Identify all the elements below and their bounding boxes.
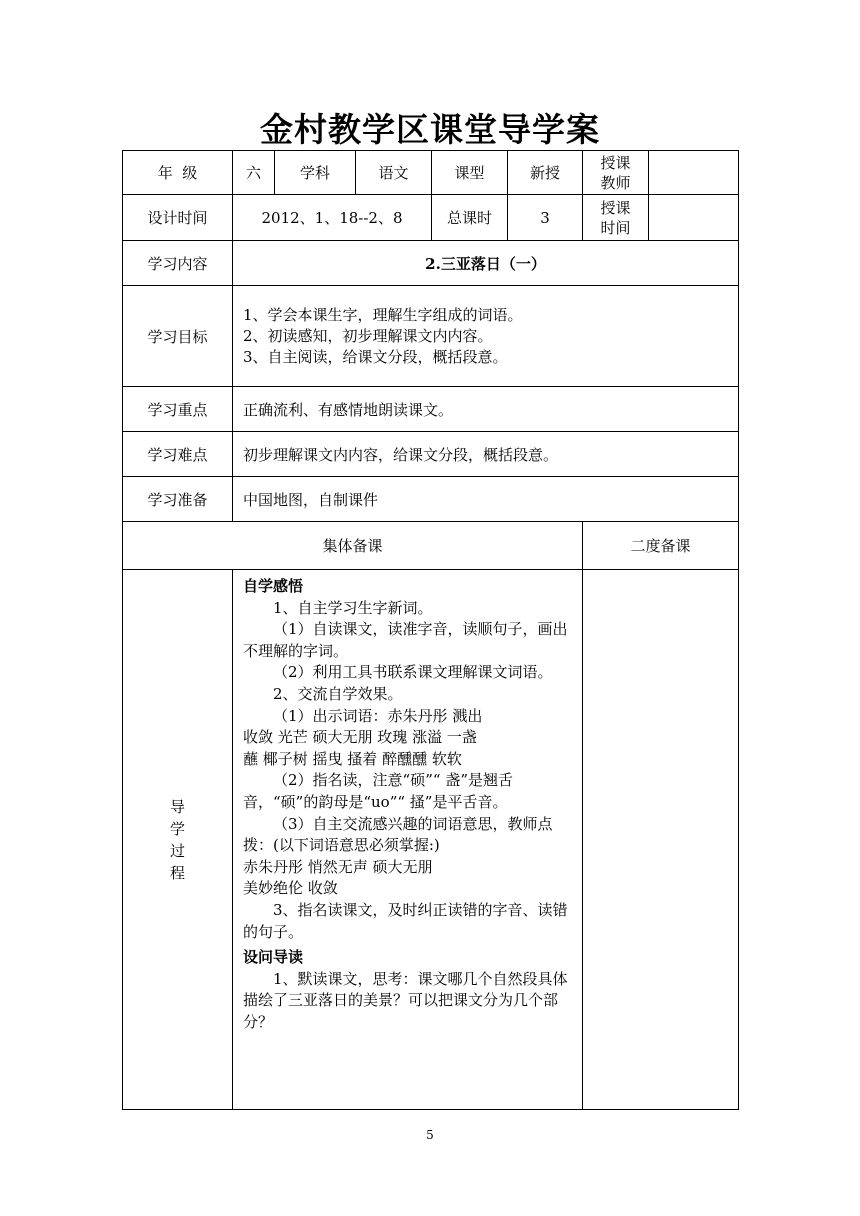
second-prep-content	[583, 570, 739, 1110]
objectives-row	[123, 286, 739, 387]
design-time-value: 2012、1、18--2、8	[233, 195, 432, 241]
paragraph: 美妙绝伦 收敛	[243, 879, 338, 898]
preparation-value: 中国地图，自制课件	[233, 477, 739, 522]
class-time-label: 授课 时间	[583, 195, 649, 241]
self-study-section	[243, 598, 574, 944]
collective-prep-header: 集体备课	[123, 522, 583, 570]
section-heading: 设问导读	[243, 948, 304, 967]
preparation-row	[123, 477, 739, 522]
guided-reading-section	[243, 969, 574, 1034]
paragraph: 蘸 椰子树 摇曳 搔着 醉醺醺 软软	[243, 749, 462, 768]
paragraph: （2）利用工具书联系课文理解课文词语。	[273, 663, 553, 682]
objectives-label: 学习目标	[123, 286, 233, 387]
page-title: 金村教学区课堂导学案	[260, 110, 600, 149]
paragraph: （1）出示词语：赤朱丹彤 溅出	[273, 706, 483, 725]
difficulties-value: 初步理解课文内内容，给课文分段，概括段意。	[233, 432, 739, 477]
objective-item: 3、自主阅读，给课文分段，概括段意。	[243, 347, 508, 366]
time-row	[123, 195, 739, 241]
page-number: 5	[426, 1128, 434, 1142]
process-label: 导 学 过 程	[123, 570, 233, 1110]
subject-value: 语文	[356, 151, 432, 195]
key-points-value: 正确流利、有感情地朗读课文。	[233, 387, 739, 432]
preparation-label: 学习准备	[123, 477, 233, 522]
second-prep-header: 二度备课	[583, 522, 739, 570]
content-row	[123, 241, 739, 286]
class-time-value	[649, 195, 739, 241]
content-label: 学习内容	[123, 241, 233, 286]
paragraph: 1、默读课文，思考：课文哪几个自然段具体描绘了三亚落日的美景？可以把课文分为几个部分？	[243, 969, 568, 1031]
difficulties-row	[123, 432, 739, 477]
paragraph: 3、指名读课文，及时纠正读错的字音、读错的句子。	[243, 900, 568, 941]
objective-item: 2、初读感知，初步理解课文内内容。	[243, 326, 493, 345]
section-heading: 自学感悟	[243, 577, 304, 595]
objectives-list	[233, 286, 739, 387]
difficulties-label: 学习难点	[123, 432, 233, 477]
process-row	[123, 570, 739, 1110]
design-time-label: 设计时间	[123, 195, 233, 241]
objective-item: 1、学会本课生字，理解生字组成的词语。	[243, 305, 523, 324]
paragraph: （3）自主交流感兴趣的词语意思，教师点拨：(以下词语意思必须掌握:)	[243, 814, 553, 855]
key-points-row	[123, 387, 739, 432]
teacher-value	[649, 151, 739, 195]
header-row	[123, 151, 739, 195]
paragraph: 收敛 光芒 硕大无朋 玫瑰 涨溢 一盏	[243, 728, 477, 747]
paragraph: （1）自读课文，读准字音，读顺句子，画出不理解的字词。	[243, 620, 568, 660]
subject-label: 学科	[275, 151, 356, 195]
key-points-label: 学习重点	[123, 387, 233, 432]
content-value: 2.三亚落日（一）	[233, 241, 739, 286]
total-periods-label: 总课时	[432, 195, 508, 241]
lesson-plan-table	[122, 150, 739, 1110]
paragraph: 赤朱丹彤 悄然无声 硕大无朋	[243, 857, 433, 876]
lesson-type-value: 新授	[508, 151, 583, 195]
lesson-type-label: 课型	[432, 151, 508, 195]
grade-value: 六	[233, 151, 275, 195]
total-periods-value: 3	[508, 195, 583, 241]
collective-prep-content	[233, 570, 583, 1110]
paragraph: （2）指名读，注意“硕”“ 盏”是翘舌音，“硕”的韵母是“uo”“ 搔”是平舌音。	[243, 771, 513, 811]
grade-label: 年 级	[123, 151, 233, 195]
teacher-label: 授课 教师	[583, 151, 649, 195]
paragraph: 2、交流自学效果。	[273, 684, 403, 703]
paragraph: 1、自主学习生字新词。	[273, 598, 433, 617]
prep-headers-row	[123, 522, 739, 570]
